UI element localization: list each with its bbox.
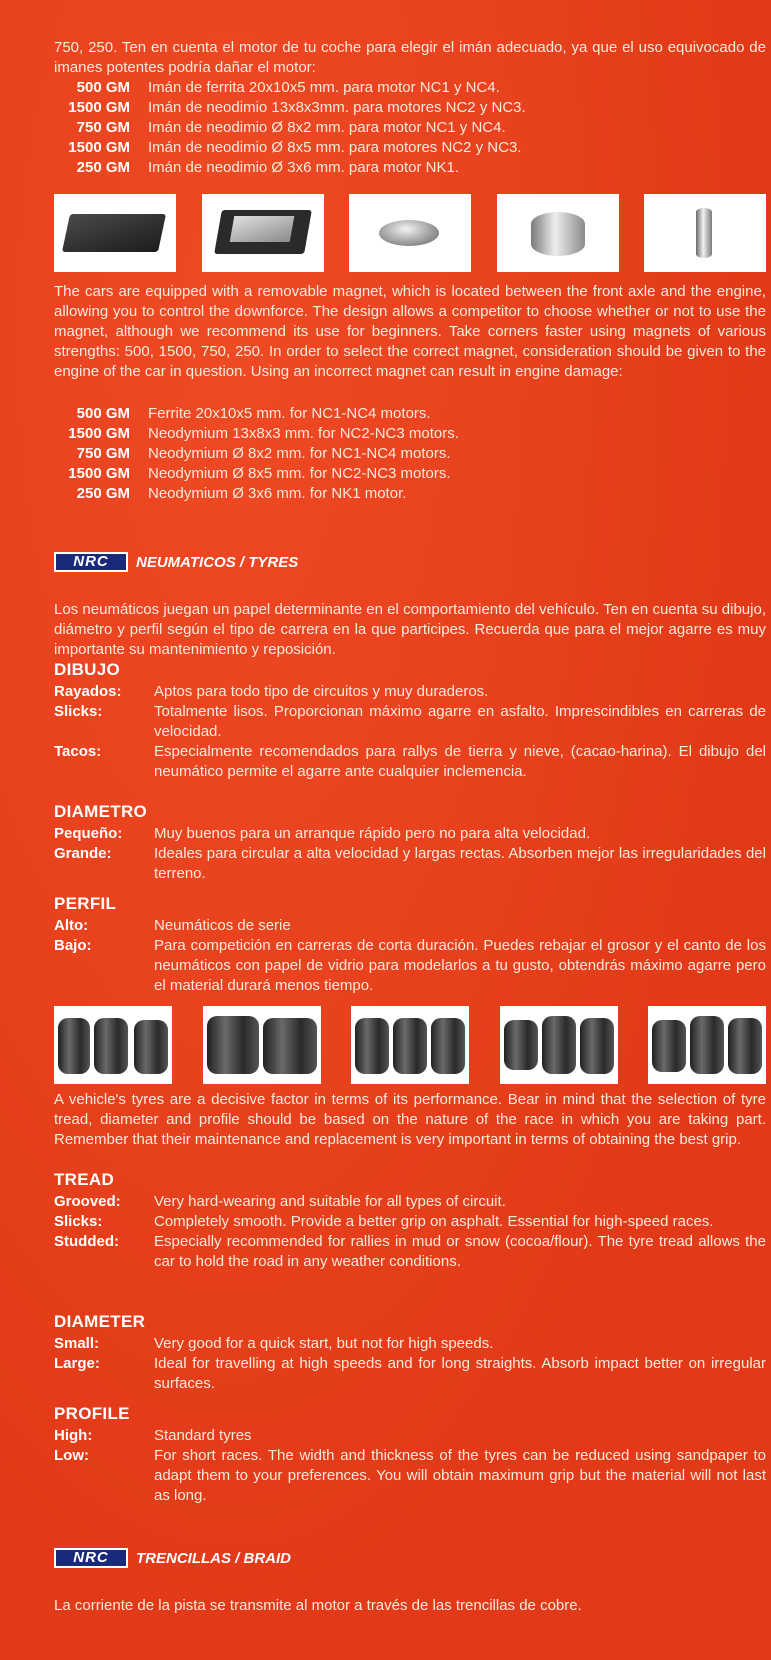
definition-item <box>54 916 766 936</box>
spec-desc: Imán de neodimio Ø 3x6 mm. para motor NK1. <box>148 159 459 176</box>
tyres-section-header <box>54 552 298 572</box>
profile-definitions <box>54 1426 766 1506</box>
definition-term: Tacos: <box>54 743 102 760</box>
magnets-spec-en <box>54 404 766 504</box>
disc-magnet-small-image <box>349 194 471 272</box>
gm-value: 1500 GM <box>68 465 130 482</box>
spec-desc: Imán de neodimio Ø 8x5 mm. para motores NC2 y NC3. <box>148 139 522 156</box>
definition-text: Especially recommended for rallies in mud or snow (cocoa/flour). The tyre tread allows the car to hold the road in any weather conditions. <box>154 1233 766 1270</box>
definition-item <box>54 1212 766 1232</box>
definition-text: For short races. The width and thickness of the tyres can be reduced using sandpaper to adapt them to your preferences. You will obtain maximum grip but the material will not last as long. <box>154 1447 766 1504</box>
definition-text: Ideales para circular a alta velocidad y largas rectas. Absorben mejor las irregularidades del terreno. <box>154 845 766 882</box>
spec-row <box>54 78 766 98</box>
spec-desc: Neodymium 13x8x3 mm. for NC2-NC3 motors. <box>148 425 459 442</box>
gm-value: 750 GM <box>76 445 130 462</box>
subheading-diametro: DIAMETRO <box>54 802 148 821</box>
spec-desc: Neodymium Ø 8x2 mm. for NC1-NC4 motors. <box>148 445 451 462</box>
nrc-logo: NRC <box>54 1548 128 1568</box>
braid-text: La corriente de la pista se transmite al motor a través de las trencillas de cobre. <box>54 1597 582 1614</box>
definition-item <box>54 1334 766 1354</box>
tyre-photos <box>54 1006 766 1084</box>
disc-magnet-large-image <box>497 194 619 272</box>
nrc-logo: NRC <box>54 552 128 572</box>
spec-desc: Neodymium Ø 8x5 mm. for NC2-NC3 motors. <box>148 465 451 482</box>
definition-item <box>54 702 766 742</box>
spec-row <box>54 404 766 424</box>
subheading-profile: PROFILE <box>54 1404 130 1423</box>
definition-term: Slicks: <box>54 1213 103 1230</box>
section-title: TRENCILLAS / BRAID <box>136 1549 291 1567</box>
definition-term: Large: <box>54 1355 100 1372</box>
tyres-studded-image <box>351 1006 469 1084</box>
definition-text: Completely smooth. Provide a better grip on asphalt. Essential for high-speed races. <box>154 1213 714 1230</box>
spec-row <box>54 444 766 464</box>
dibujo-definitions <box>54 682 766 782</box>
definition-term: Rayados: <box>54 683 122 700</box>
tyres-grooved-image <box>54 1006 172 1084</box>
tyres-slick-image <box>203 1006 321 1084</box>
definition-item <box>54 682 766 702</box>
definition-text: Especialmente recomendados para rallys de tierra y nieve, (cacao-harina). El dibujo del neumático permite el agarre ante cualquier inclemencia. <box>154 743 766 780</box>
gm-value: 1500 GM <box>68 99 130 116</box>
definition-item <box>54 1426 766 1446</box>
definition-text: Standard tyres <box>154 1427 252 1444</box>
spec-row <box>54 158 766 178</box>
diametro-definitions <box>54 824 766 884</box>
magnets-spec-es <box>54 78 766 178</box>
tyres-intro-es: Los neumáticos juegan un papel determinante en el comportamiento del vehículo. Ten en cuenta su dibujo, diámetro y perfil según el tipo de carrera en la que participes. Recuerda que para el mejor agarre es muy importante su mantenimiento y reposición. <box>54 601 766 658</box>
definition-text: Muy buenos para un arranque rápido pero no para alta velocidad. <box>154 825 591 842</box>
definition-term: Grooved: <box>54 1193 121 1210</box>
definition-term: Small: <box>54 1335 100 1352</box>
definition-term: Slicks: <box>54 703 103 720</box>
gm-value: 250 GM <box>76 485 130 502</box>
definition-term: Low: <box>54 1447 89 1464</box>
definition-text: Neumáticos de serie <box>154 917 291 934</box>
gm-value: 500 GM <box>76 405 130 422</box>
tyres-profile-image <box>648 1006 766 1084</box>
spec-row <box>54 424 766 444</box>
spec-row <box>54 118 766 138</box>
definition-item <box>54 1192 766 1212</box>
magnets-intro-es: 750, 250. Ten en cuenta el motor de tu coche para elegir el imán adecuado, ya que el uso equivocado de imanes potentes podría dañar el motor: <box>54 39 766 76</box>
definition-item <box>54 1446 766 1506</box>
spec-row <box>54 464 766 484</box>
subheading-diameter: DIAMETER <box>54 1312 146 1331</box>
spec-desc: Imán de ferrita 20x10x5 mm. para motor NC1 y NC4. <box>148 79 500 96</box>
definition-term: Studded: <box>54 1233 119 1250</box>
definition-term: Grande: <box>54 845 112 862</box>
spec-desc: Ferrite 20x10x5 mm. for NC1-NC4 motors. <box>148 405 431 422</box>
gm-value: 1500 GM <box>68 139 130 156</box>
magnet-photos <box>54 194 766 272</box>
cylinder-magnet-image <box>644 194 766 272</box>
definition-text: Very good for a quick start, but not for high speeds. <box>154 1335 494 1352</box>
magnets-intro-en: The cars are equipped with a removable magnet, which is located between the front axle and the engine, allowing you to control the downforce. The design allows a competitor to choose whether or not to use the magnet, although we recommend its use for beginners. Take corners faster using magnets of various strengths: 500, 1500, 750, 250. In order to select the correct magnet, consideration should be given to the engine of the car in question. Using an incorrect magnet can result in engine damage: <box>54 283 766 380</box>
tyres-small-diameter-image <box>500 1006 618 1084</box>
definition-item <box>54 1232 766 1272</box>
definition-term: Bajo: <box>54 937 92 954</box>
definition-item <box>54 742 766 782</box>
braid-section-header <box>54 1548 291 1568</box>
definition-text: Ideal for travelling at high speeds and for long straights. Absorb impact better on irregular surfaces. <box>154 1355 766 1392</box>
gm-value: 750 GM <box>76 119 130 136</box>
gm-value: 1500 GM <box>68 425 130 442</box>
spec-desc: Imán de neodimio Ø 8x2 mm. para motor NC1 y NC4. <box>148 119 506 136</box>
definition-item <box>54 1354 766 1394</box>
definition-item <box>54 824 766 844</box>
definition-item <box>54 936 766 996</box>
definition-text: Totalmente lisos. Proporcionan máximo agarre en asfalto. Imprescindibles en carreras de velocidad. <box>154 703 766 740</box>
definition-item <box>54 844 766 884</box>
spec-row <box>54 484 766 504</box>
section-title: NEUMATICOS / TYRES <box>136 553 299 571</box>
spec-desc: Neodymium Ø 3x6 mm. for NK1 motor. <box>148 485 407 502</box>
definition-text: Very hard-wearing and suitable for all types of circuit. <box>154 1193 506 1210</box>
definition-text: Para competición en carreras de corta duración. Puedes rebajar el grosor y el canto de los neumáticos con papel de vidrio para modelarlos a tu gusto, obtendrás máximo agarre pero el material durará menos tiempo. <box>154 937 766 994</box>
subheading-perfil: PERFIL <box>54 894 117 913</box>
subheading-tread: TREAD <box>54 1170 115 1189</box>
neodymium-block-magnet-image <box>202 194 324 272</box>
definition-term: Alto: <box>54 917 89 934</box>
ferrite-magnet-image <box>54 194 176 272</box>
gm-value: 250 GM <box>76 159 130 176</box>
definition-term: High: <box>54 1427 93 1444</box>
definition-text: Aptos para todo tipo de circuitos y muy duraderos. <box>154 683 489 700</box>
gm-value: 500 GM <box>76 79 130 96</box>
spec-row <box>54 138 766 158</box>
tyres-intro-en: A vehicle's tyres are a decisive factor in terms of its performance. Bear in mind that the selection of tyre tread, diameter and profile should be based on the nature of the race in which you are taking part. Remember that their maintenance and replacement is very important in terms of obtaining the best grip. <box>54 1091 766 1148</box>
subheading-dibujo: DIBUJO <box>54 660 121 679</box>
spec-desc: Imán de neodimio 13x8x3mm. para motores NC2 y NC3. <box>148 99 526 116</box>
definition-term: Pequeño: <box>54 825 123 842</box>
perfil-definitions <box>54 916 766 996</box>
tread-definitions <box>54 1192 766 1272</box>
spec-row <box>54 98 766 118</box>
diameter-definitions <box>54 1334 766 1394</box>
